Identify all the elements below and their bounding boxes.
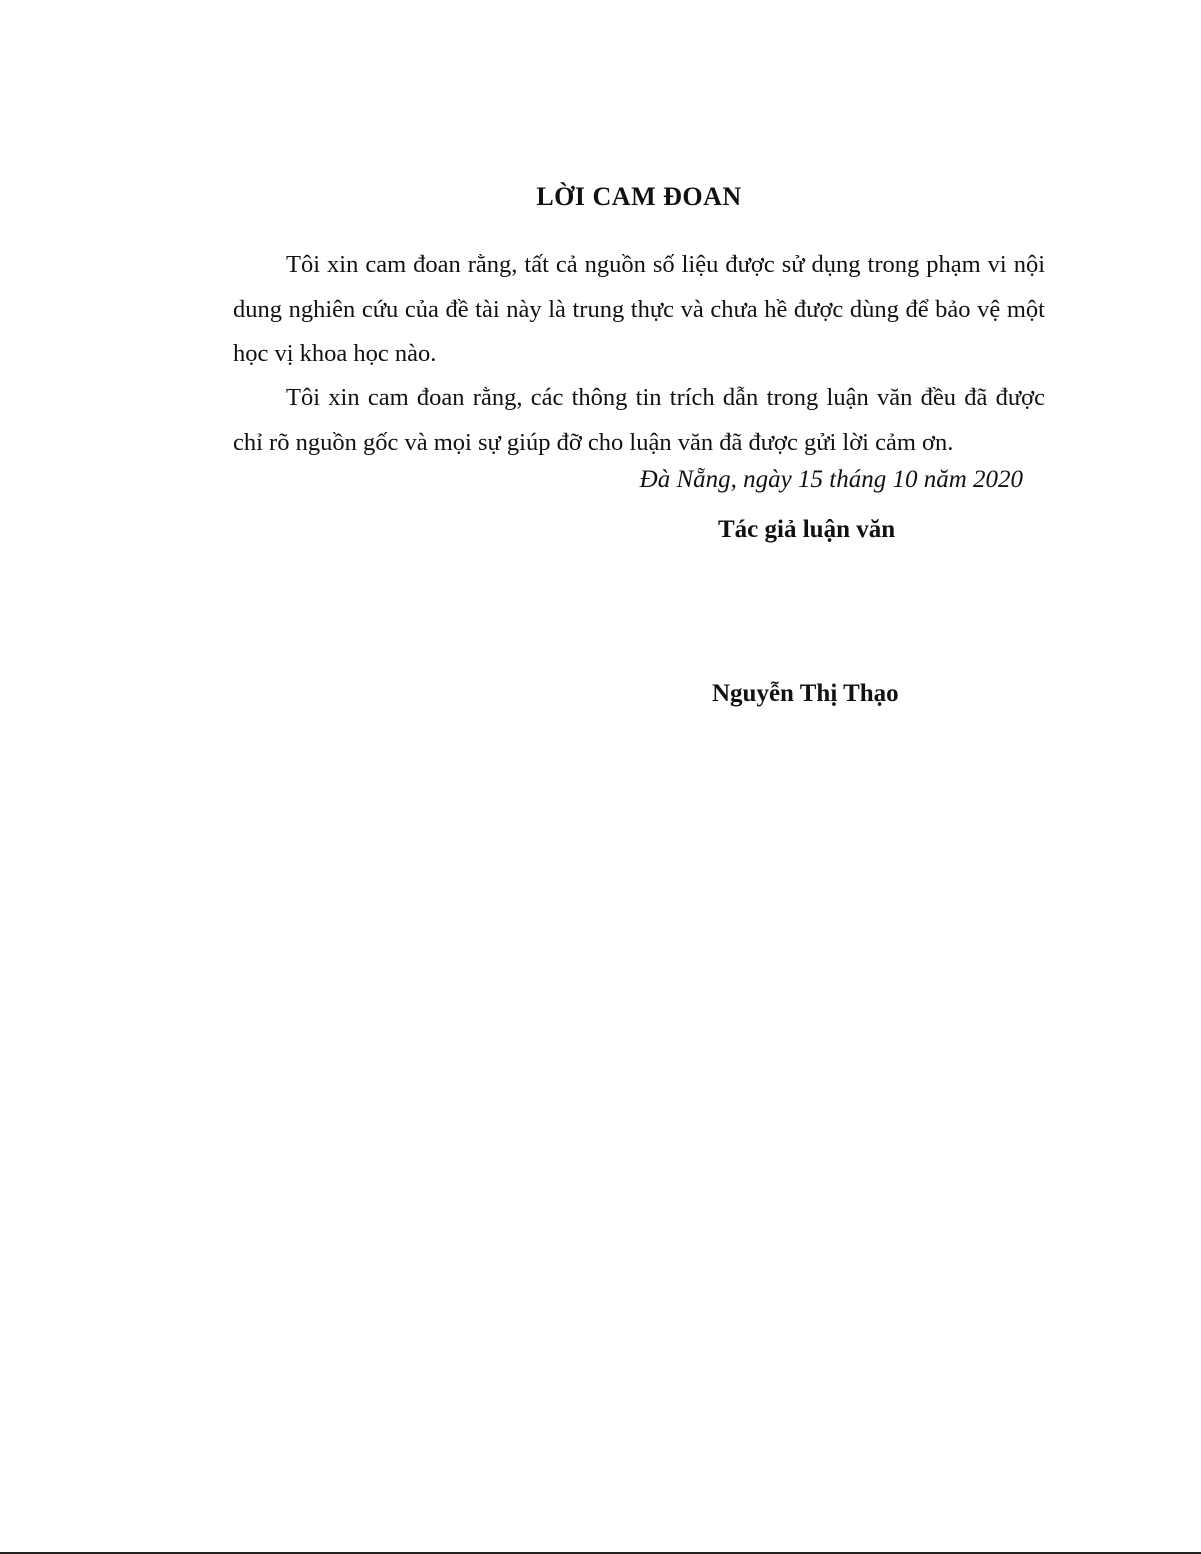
paragraph-1: [233, 243, 1045, 377]
paragraph-text: Tôi xin cam đoan rằng, các thông tin trích dẫn trong luận văn đều đã được chỉ rõ nguồn gốc và mọi sự giúp đỡ cho luận văn đã được gửi lời cảm ơn.: [233, 384, 1045, 456]
page-title: LỜI CAM ĐOAN: [536, 182, 742, 211]
author-name: Nguyễn Thị Thạo: [712, 680, 899, 707]
author-label: Tác giả luận văn: [718, 516, 896, 543]
paragraph-2: [233, 376, 1045, 465]
date-line: Đà Nẵng, ngày 15 tháng 10 năm 2020: [639, 466, 1023, 493]
paragraph-text: Tôi xin cam đoan rằng, tất cả nguồn số liệu được sử dụng trong phạm vi nội dung nghiên cứu của đề tài này là trung thực và chưa hề được dùng để bảo vệ một học vị khoa học nào.: [233, 251, 1045, 367]
